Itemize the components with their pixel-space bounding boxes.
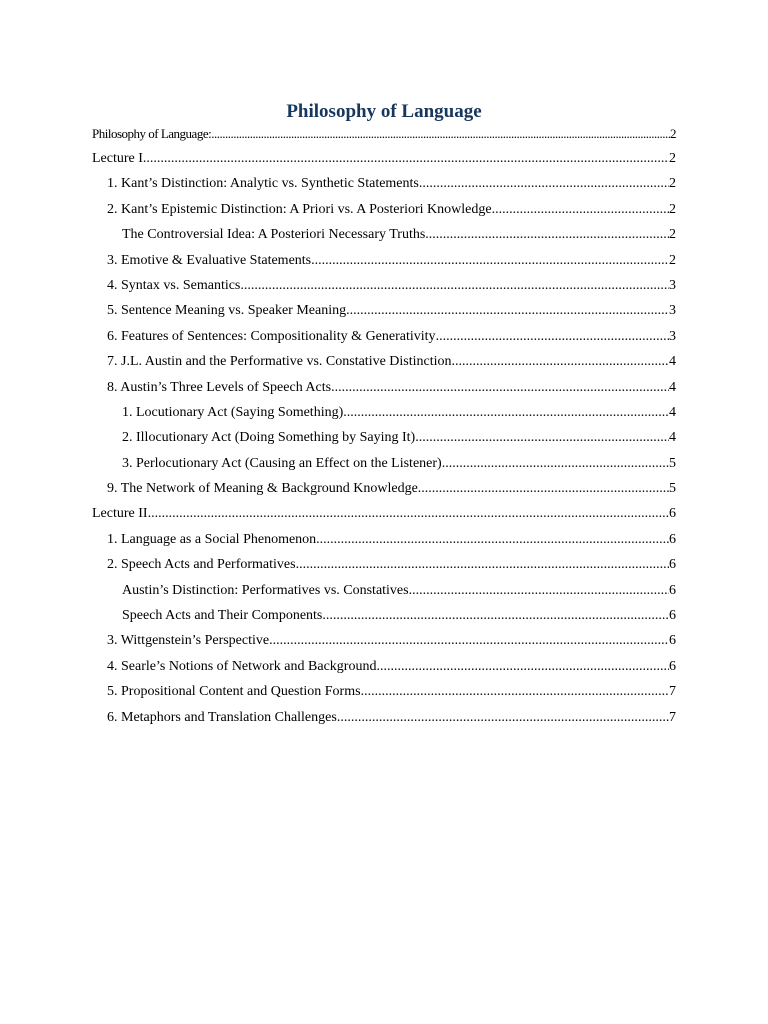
toc-entry-text: 1. Locutionary Act (Saying Something)	[122, 404, 344, 420]
toc-entry-text: 4. Searle’s Notions of Network and Background	[107, 658, 377, 674]
toc-leader-dots	[346, 298, 669, 323]
toc-entry-text: 1. Kant’s Distinction: Analytic vs. Synthetic Statements	[107, 176, 419, 192]
toc-entry-speech-acts-performatives[interactable]	[92, 552, 676, 577]
toc-entry-text: Speech Acts and Their Components	[122, 608, 323, 624]
toc-entry-text: 3. Emotive & Evaluative Statements	[107, 252, 312, 268]
toc-entry-text: 3. Wittgenstein’s Perspective	[107, 633, 270, 649]
document-title: Philosophy of Language	[286, 101, 482, 122]
toc-leader-dots	[322, 603, 669, 628]
toc-leader-dots	[436, 324, 669, 349]
toc-leader-dots	[452, 349, 669, 374]
toc-entry-text: 2. Kant’s Epistemic Distinction: A Priori vs. A Posteriori Knowledge	[107, 201, 492, 217]
toc-entry-perlocutionary-act[interactable]	[92, 451, 676, 476]
toc-entry-austin-distinction[interactable]	[92, 578, 676, 603]
toc-entry-text: 9. The Network of Meaning & Background Knowledge	[107, 481, 418, 497]
toc-leader-dots	[296, 552, 669, 577]
toc-page-number: 4	[669, 379, 676, 395]
toc-leader-dots	[337, 705, 669, 730]
toc-entry-austin-performative[interactable]	[92, 349, 676, 374]
toc-page-number: 5	[669, 455, 676, 471]
toc-page-number: 7	[669, 684, 676, 700]
toc-page-number: 6	[669, 506, 676, 522]
toc-leader-dots	[361, 679, 669, 704]
toc-leader-dots	[409, 578, 669, 603]
toc-leader-dots	[269, 628, 669, 653]
toc-entry-propositional-content[interactable]	[92, 679, 676, 704]
toc-entry-text: 1. Language as a Social Phenomenon	[107, 531, 317, 547]
toc-leader-dots	[143, 146, 669, 171]
toc-page-number: 5	[669, 481, 676, 497]
toc-page-number: 6	[669, 582, 676, 598]
toc-leader-dots	[492, 197, 669, 222]
toc-page-number: 4	[669, 430, 676, 446]
toc-entry-text: 6. Metaphors and Translation Challenges	[107, 709, 337, 725]
toc-leader-dots	[311, 248, 669, 273]
toc-page-number: 3	[669, 277, 676, 293]
toc-entry-text: 8. Austin’s Three Levels of Speech Acts	[107, 379, 332, 395]
toc-page-number: 2	[669, 201, 676, 217]
toc-entry-speech-acts-components[interactable]	[92, 603, 676, 628]
toc-entry-document-title[interactable]	[92, 125, 676, 143]
toc-entry-text: 5. Sentence Meaning vs. Speaker Meaning	[107, 303, 347, 319]
toc-entry-searle-network[interactable]	[92, 654, 676, 679]
toc-entry-features-of-sentences[interactable]	[92, 324, 676, 349]
toc-leader-dots	[343, 400, 669, 425]
toc-leader-dots	[442, 451, 669, 476]
toc-entry-text: 2. Speech Acts and Performatives	[107, 557, 296, 573]
toc-entry-text: 5. Propositional Content and Question Forms	[107, 684, 361, 700]
table-of-contents	[92, 125, 676, 730]
toc-entry-text: 4. Syntax vs. Semantics	[107, 277, 241, 293]
toc-entry-text: Lecture I	[92, 151, 143, 166]
toc-page-number: 6	[669, 633, 676, 649]
toc-page-number: 2	[670, 126, 676, 141]
toc-page-number: 6	[669, 608, 676, 624]
toc-entry-language-social[interactable]	[92, 527, 676, 552]
toc-entry-austin-three-levels[interactable]	[92, 375, 676, 400]
toc-leader-dots	[415, 425, 669, 450]
toc-entry-network-of-meaning[interactable]	[92, 476, 676, 501]
toc-page-number: 2	[669, 227, 676, 243]
toc-entry-lecture-2[interactable]	[92, 501, 676, 526]
toc-entry-kant-analytic-synthetic[interactable]	[92, 171, 676, 196]
toc-page-number: 6	[669, 531, 676, 547]
toc-entry-text: Lecture II	[92, 506, 148, 522]
toc-leader-dots	[419, 171, 669, 196]
toc-page-number: 2	[669, 252, 676, 268]
toc-leader-dots	[418, 476, 669, 501]
toc-entry-text: Philosophy of Language:	[92, 126, 212, 141]
toc-entry-wittgenstein[interactable]	[92, 628, 676, 653]
toc-entry-text: 3. Perlocutionary Act (Causing an Effect on the Listener)	[122, 455, 442, 471]
toc-entry-text: 2. Illocutionary Act (Doing Something by Saying It)	[122, 430, 416, 446]
toc-page-number: 6	[669, 557, 676, 573]
toc-entry-a-posteriori-necessary[interactable]	[92, 222, 676, 247]
toc-page-number: 7	[669, 709, 676, 725]
toc-page-number: 2	[669, 176, 676, 192]
toc-entry-text: 7. J.L. Austin and the Performative vs. Constative Distinction	[107, 354, 452, 370]
toc-entry-illocutionary-act[interactable]	[92, 425, 676, 450]
toc-entry-sentence-speaker-meaning[interactable]	[92, 298, 676, 323]
toc-entry-text: 6. Features of Sentences: Compositionality & Generativity	[107, 328, 436, 344]
toc-entry-lecture-1[interactable]	[92, 146, 676, 171]
toc-entry-kant-epistemic[interactable]	[92, 197, 676, 222]
toc-entry-syntax-semantics[interactable]	[92, 273, 676, 298]
toc-page-number: 4	[669, 404, 676, 420]
toc-entry-text: Austin’s Distinction: Performatives vs. Constatives	[122, 582, 409, 598]
toc-leader-dots	[376, 654, 669, 679]
document-page	[92, 100, 676, 730]
toc-entry-text: The Controversial Idea: A Posteriori Necessary Truths	[122, 227, 426, 243]
toc-entry-locutionary-act[interactable]	[92, 400, 676, 425]
toc-page-number: 3	[669, 303, 676, 319]
toc-leader-dots	[211, 125, 670, 143]
toc-leader-dots	[148, 501, 669, 526]
toc-page-number: 6	[669, 658, 676, 674]
toc-leader-dots	[331, 375, 669, 400]
toc-entry-metaphors-translation[interactable]	[92, 705, 676, 730]
toc-leader-dots	[316, 527, 669, 552]
toc-entry-emotive-evaluative[interactable]	[92, 248, 676, 273]
toc-page-number: 2	[669, 151, 676, 166]
toc-leader-dots	[240, 273, 669, 298]
toc-leader-dots	[425, 222, 669, 247]
toc-page-number: 4	[669, 354, 676, 370]
toc-page-number: 3	[669, 328, 676, 344]
